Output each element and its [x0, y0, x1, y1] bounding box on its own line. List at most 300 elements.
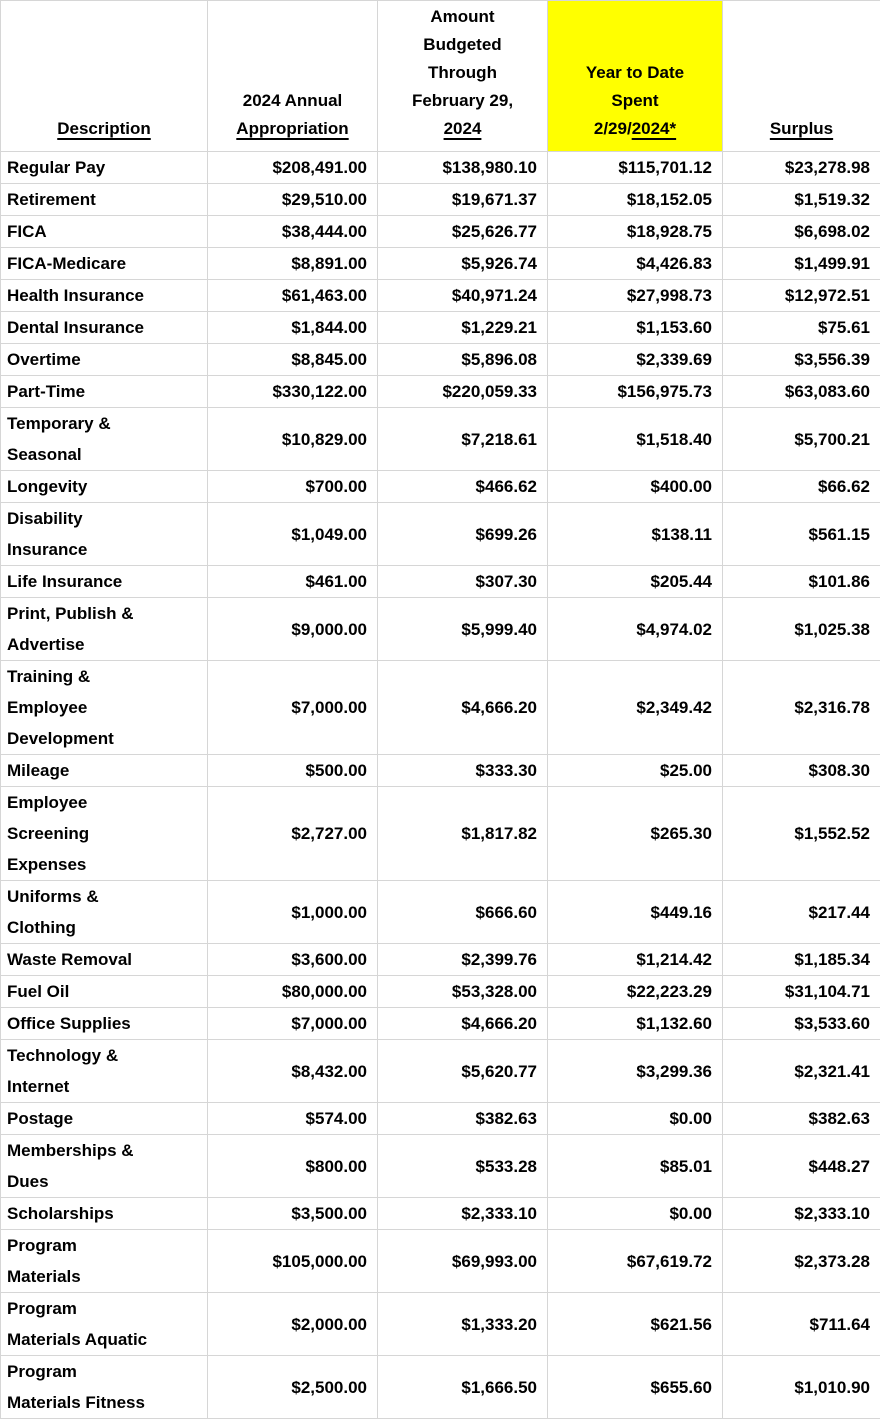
table-row [1, 184, 880, 216]
value-cell-ytd-spent [548, 787, 723, 881]
value-cell-surplus [723, 1135, 880, 1198]
value-cell-surplus [723, 1293, 880, 1356]
value-text: $10,829.00 [210, 424, 367, 455]
value-text: $38,444.00 [210, 216, 367, 247]
value-text: $3,299.36 [550, 1056, 712, 1087]
value-cell-surplus [723, 280, 880, 312]
table-row [1, 152, 880, 184]
value-text: $1,214.42 [550, 944, 712, 975]
value-text: $105,000.00 [210, 1246, 367, 1277]
value-cell-annual-appropriation [208, 1008, 378, 1040]
description-cell [1, 471, 208, 503]
value-text: $6,698.02 [725, 216, 870, 247]
description-line: Scholarships [7, 1198, 205, 1229]
value-text: $382.63 [725, 1103, 870, 1134]
table-row [1, 1198, 880, 1230]
value-text: $1,817.82 [380, 818, 537, 849]
value-text: $12,972.51 [725, 280, 870, 311]
table-row [1, 408, 880, 471]
value-cell-surplus [723, 1103, 880, 1135]
value-cell-surplus [723, 1356, 880, 1419]
value-cell-amount-budgeted [378, 376, 548, 408]
description-line: Health Insurance [7, 280, 205, 311]
header-line: Surplus [725, 115, 878, 143]
description-line: Materials Fitness [7, 1387, 205, 1418]
value-cell-surplus [723, 787, 880, 881]
value-text: $3,500.00 [210, 1198, 367, 1229]
value-text: $156,975.73 [550, 376, 712, 407]
value-cell-amount-budgeted [378, 1293, 548, 1356]
value-cell-ytd-spent [548, 1293, 723, 1356]
value-cell-annual-appropriation [208, 280, 378, 312]
value-cell-amount-budgeted [378, 976, 548, 1008]
table-row [1, 471, 880, 503]
value-cell-surplus [723, 471, 880, 503]
value-text: $63,083.60 [725, 376, 870, 407]
value-text: $220,059.33 [380, 376, 537, 407]
value-cell-ytd-spent [548, 598, 723, 661]
value-cell-ytd-spent [548, 503, 723, 566]
value-cell-annual-appropriation [208, 976, 378, 1008]
value-text: $1,333.20 [380, 1309, 537, 1340]
description-line: Insurance [7, 534, 205, 565]
value-text: $2,321.41 [725, 1056, 870, 1087]
description-line: Expenses [7, 849, 205, 880]
description-cell [1, 1008, 208, 1040]
value-text: $2,333.10 [380, 1198, 537, 1229]
value-cell-ytd-spent [548, 471, 723, 503]
description-line: Print, Publish & [7, 598, 205, 629]
table-row [1, 312, 880, 344]
value-text: $655.60 [550, 1372, 712, 1403]
table-row [1, 1103, 880, 1135]
value-cell-surplus [723, 184, 880, 216]
table-row [1, 376, 880, 408]
value-cell-annual-appropriation [208, 312, 378, 344]
description-line: Regular Pay [7, 152, 205, 183]
table-row [1, 881, 880, 944]
value-text: $19,671.37 [380, 184, 537, 215]
description-line: Dental Insurance [7, 312, 205, 343]
value-text: $25.00 [550, 755, 712, 786]
header-line: 2/29/2024* [550, 115, 720, 143]
description-line: Seasonal [7, 439, 205, 470]
description-cell [1, 944, 208, 976]
value-cell-ytd-spent [548, 661, 723, 755]
value-cell-amount-budgeted [378, 216, 548, 248]
value-cell-surplus [723, 598, 880, 661]
table-row [1, 1230, 880, 1293]
table-row [1, 661, 880, 755]
value-cell-surplus [723, 216, 880, 248]
value-text: $18,928.75 [550, 216, 712, 247]
value-text: $208,491.00 [210, 152, 367, 183]
header-line: 2024 [380, 115, 545, 143]
description-line: Fuel Oil [7, 976, 205, 1007]
value-cell-annual-appropriation [208, 503, 378, 566]
description-line: Mileage [7, 755, 205, 786]
value-cell-surplus [723, 152, 880, 184]
value-text: $621.56 [550, 1309, 712, 1340]
value-cell-annual-appropriation [208, 755, 378, 787]
value-cell-annual-appropriation [208, 1135, 378, 1198]
value-cell-surplus [723, 944, 880, 976]
value-text: $574.00 [210, 1103, 367, 1134]
value-text: $5,926.74 [380, 248, 537, 279]
value-text: $500.00 [210, 755, 367, 786]
value-text: $115,701.12 [550, 152, 712, 183]
value-text: $5,620.77 [380, 1056, 537, 1087]
description-line: Development [7, 723, 205, 754]
value-cell-surplus [723, 661, 880, 755]
value-text: $1,000.00 [210, 897, 367, 928]
value-text: $0.00 [550, 1198, 712, 1229]
description-line: Internet [7, 1071, 205, 1102]
value-cell-ytd-spent [548, 1103, 723, 1135]
description-line: Materials [7, 1261, 205, 1292]
description-cell [1, 152, 208, 184]
value-text: $1,519.32 [725, 184, 870, 215]
description-line: Waste Removal [7, 944, 205, 975]
value-cell-annual-appropriation [208, 408, 378, 471]
value-text: $4,426.83 [550, 248, 712, 279]
value-cell-amount-budgeted [378, 503, 548, 566]
table-row [1, 503, 880, 566]
value-text: $1,025.38 [725, 614, 870, 645]
header-line: Amount [380, 3, 545, 31]
value-cell-amount-budgeted [378, 344, 548, 376]
description-cell [1, 1103, 208, 1135]
table-row [1, 248, 880, 280]
description-line: FICA-Medicare [7, 248, 205, 279]
header-line: February 29, [380, 87, 545, 115]
table-row [1, 755, 880, 787]
value-cell-surplus [723, 566, 880, 598]
description-line: Longevity [7, 471, 205, 502]
table-row [1, 280, 880, 312]
table-row [1, 344, 880, 376]
value-text: $4,666.20 [380, 692, 537, 723]
description-cell [1, 566, 208, 598]
header-cell-ytd-spent [548, 1, 723, 152]
value-cell-amount-budgeted [378, 408, 548, 471]
value-cell-amount-budgeted [378, 661, 548, 755]
value-text: $699.26 [380, 519, 537, 550]
value-cell-annual-appropriation [208, 152, 378, 184]
value-cell-ytd-spent [548, 312, 723, 344]
value-text: $217.44 [725, 897, 870, 928]
description-cell [1, 1040, 208, 1103]
value-text: $61,463.00 [210, 280, 367, 311]
value-text: $138,980.10 [380, 152, 537, 183]
value-cell-annual-appropriation [208, 566, 378, 598]
value-text: $8,845.00 [210, 344, 367, 375]
table-row [1, 944, 880, 976]
value-cell-ytd-spent [548, 881, 723, 944]
value-cell-amount-budgeted [378, 881, 548, 944]
value-cell-annual-appropriation [208, 944, 378, 976]
value-text: $75.61 [725, 312, 870, 343]
value-text: $66.62 [725, 471, 870, 502]
header-line: Year to Date [550, 59, 720, 87]
value-text: $533.28 [380, 1151, 537, 1182]
value-text: $3,600.00 [210, 944, 367, 975]
value-cell-amount-budgeted [378, 566, 548, 598]
value-text: $1,153.60 [550, 312, 712, 343]
value-cell-amount-budgeted [378, 471, 548, 503]
table-header [1, 1, 880, 152]
value-cell-amount-budgeted [378, 184, 548, 216]
description-cell [1, 787, 208, 881]
header-line: Appropriation [210, 115, 375, 143]
value-cell-annual-appropriation [208, 1103, 378, 1135]
description-cell [1, 1293, 208, 1356]
description-cell [1, 881, 208, 944]
value-text: $53,328.00 [380, 976, 537, 1007]
value-cell-amount-budgeted [378, 1230, 548, 1293]
value-text: $1,499.91 [725, 248, 870, 279]
value-text: $40,971.24 [380, 280, 537, 311]
value-text: $18,152.05 [550, 184, 712, 215]
description-cell [1, 216, 208, 248]
value-text: $1,049.00 [210, 519, 367, 550]
value-cell-amount-budgeted [378, 1008, 548, 1040]
value-text: $2,727.00 [210, 818, 367, 849]
value-text: $1,844.00 [210, 312, 367, 343]
value-cell-surplus [723, 408, 880, 471]
value-cell-ytd-spent [548, 408, 723, 471]
value-cell-ytd-spent [548, 216, 723, 248]
value-text: $69,993.00 [380, 1246, 537, 1277]
header-line: Budgeted [380, 31, 545, 59]
value-cell-ytd-spent [548, 976, 723, 1008]
value-text: $5,896.08 [380, 344, 537, 375]
value-cell-ytd-spent [548, 344, 723, 376]
description-cell [1, 661, 208, 755]
description-line: Postage [7, 1103, 205, 1134]
value-cell-surplus [723, 1230, 880, 1293]
value-cell-ytd-spent [548, 755, 723, 787]
value-text: $29,510.00 [210, 184, 367, 215]
table-row [1, 1040, 880, 1103]
value-text: $1,229.21 [380, 312, 537, 343]
value-cell-ytd-spent [548, 1230, 723, 1293]
value-text: $80,000.00 [210, 976, 367, 1007]
header-row [1, 1, 880, 152]
value-text: $7,218.61 [380, 424, 537, 455]
description-line: Retirement [7, 184, 205, 215]
description-line: Overtime [7, 344, 205, 375]
description-line: Employee [7, 787, 205, 818]
table-row [1, 216, 880, 248]
header-cell-annual-appropriation [208, 1, 378, 152]
value-text: $85.01 [550, 1151, 712, 1182]
value-cell-annual-appropriation [208, 1230, 378, 1293]
value-cell-annual-appropriation [208, 787, 378, 881]
value-text: $2,500.00 [210, 1372, 367, 1403]
value-cell-annual-appropriation [208, 1040, 378, 1103]
value-cell-surplus [723, 1040, 880, 1103]
table-body [1, 152, 880, 1419]
description-line: Technology & [7, 1040, 205, 1071]
value-text: $449.16 [550, 897, 712, 928]
header-line: Through [380, 59, 545, 87]
header-cell-description [1, 1, 208, 152]
description-line: Uniforms & [7, 881, 205, 912]
value-text: $138.11 [550, 519, 712, 550]
value-text: $333.30 [380, 755, 537, 786]
description-line: Dues [7, 1166, 205, 1197]
description-line: Program [7, 1356, 205, 1387]
value-cell-annual-appropriation [208, 216, 378, 248]
description-cell [1, 1135, 208, 1198]
value-text: $461.00 [210, 566, 367, 597]
value-text: $2,373.28 [725, 1246, 870, 1277]
description-cell [1, 312, 208, 344]
value-cell-amount-budgeted [378, 280, 548, 312]
value-cell-ytd-spent [548, 248, 723, 280]
value-cell-ytd-spent [548, 1008, 723, 1040]
description-cell [1, 248, 208, 280]
description-line: Part-Time [7, 376, 205, 407]
value-cell-ytd-spent [548, 1356, 723, 1419]
value-text: $7,000.00 [210, 692, 367, 723]
value-cell-annual-appropriation [208, 881, 378, 944]
value-text: $31,104.71 [725, 976, 870, 1007]
value-cell-surplus [723, 881, 880, 944]
value-text: $23,278.98 [725, 152, 870, 183]
value-text: $382.63 [380, 1103, 537, 1134]
value-cell-amount-budgeted [378, 755, 548, 787]
value-cell-ytd-spent [548, 152, 723, 184]
value-text: $0.00 [550, 1103, 712, 1134]
description-cell [1, 503, 208, 566]
value-text: $308.30 [725, 755, 870, 786]
value-text: $265.30 [550, 818, 712, 849]
description-line: Memberships & [7, 1135, 205, 1166]
table-row [1, 1356, 880, 1419]
description-cell [1, 280, 208, 312]
table-row [1, 566, 880, 598]
value-cell-surplus [723, 976, 880, 1008]
value-cell-annual-appropriation [208, 344, 378, 376]
value-text: $800.00 [210, 1151, 367, 1182]
value-cell-ytd-spent [548, 566, 723, 598]
value-text: $4,974.02 [550, 614, 712, 645]
description-line: Disability [7, 503, 205, 534]
header-cell-surplus [723, 1, 880, 152]
description-line: Program [7, 1230, 205, 1261]
table-row [1, 1135, 880, 1198]
value-cell-surplus [723, 312, 880, 344]
header-cell-amount-budgeted [378, 1, 548, 152]
value-text: $5,999.40 [380, 614, 537, 645]
description-line: Materials Aquatic [7, 1324, 205, 1355]
description-line: Office Supplies [7, 1008, 205, 1039]
value-cell-ytd-spent [548, 944, 723, 976]
value-cell-annual-appropriation [208, 661, 378, 755]
description-cell [1, 408, 208, 471]
value-text: $9,000.00 [210, 614, 367, 645]
description-cell [1, 1198, 208, 1230]
description-line: Temporary & [7, 408, 205, 439]
value-cell-ytd-spent [548, 280, 723, 312]
value-text: $330,122.00 [210, 376, 367, 407]
value-cell-surplus [723, 1008, 880, 1040]
value-cell-annual-appropriation [208, 471, 378, 503]
table-row [1, 1293, 880, 1356]
value-cell-amount-budgeted [378, 787, 548, 881]
value-text: $2,333.10 [725, 1198, 870, 1229]
description-line: Employee [7, 692, 205, 723]
value-cell-amount-budgeted [378, 1198, 548, 1230]
value-cell-annual-appropriation [208, 598, 378, 661]
value-cell-annual-appropriation [208, 184, 378, 216]
table-row [1, 1008, 880, 1040]
value-text: $8,891.00 [210, 248, 367, 279]
value-cell-amount-budgeted [378, 152, 548, 184]
value-text: $2,000.00 [210, 1309, 367, 1340]
value-text: $448.27 [725, 1151, 870, 1182]
value-text: $307.30 [380, 566, 537, 597]
description-cell [1, 598, 208, 661]
value-text: $5,700.21 [725, 424, 870, 455]
description-cell [1, 184, 208, 216]
description-cell [1, 1230, 208, 1293]
value-cell-amount-budgeted [378, 1135, 548, 1198]
description-line: Life Insurance [7, 566, 205, 597]
value-text: $27,998.73 [550, 280, 712, 311]
description-cell [1, 1356, 208, 1419]
description-line: Clothing [7, 912, 205, 943]
header-line: 2024 Annual [210, 87, 375, 115]
value-text: $711.64 [725, 1309, 870, 1340]
value-cell-annual-appropriation [208, 248, 378, 280]
value-cell-amount-budgeted [378, 312, 548, 344]
header-line: Spent [550, 87, 720, 115]
value-text: $67,619.72 [550, 1246, 712, 1277]
value-cell-annual-appropriation [208, 1356, 378, 1419]
value-cell-amount-budgeted [378, 598, 548, 661]
value-cell-amount-budgeted [378, 1040, 548, 1103]
value-text: $1,010.90 [725, 1372, 870, 1403]
value-cell-annual-appropriation [208, 1293, 378, 1356]
value-text: $22,223.29 [550, 976, 712, 1007]
value-text: $700.00 [210, 471, 367, 502]
value-text: $1,132.60 [550, 1008, 712, 1039]
value-cell-surplus [723, 248, 880, 280]
value-cell-surplus [723, 1198, 880, 1230]
value-text: $2,399.76 [380, 944, 537, 975]
value-text: $2,339.69 [550, 344, 712, 375]
value-text: $1,518.40 [550, 424, 712, 455]
table-row [1, 598, 880, 661]
table-row [1, 976, 880, 1008]
description-line: Screening [7, 818, 205, 849]
value-text: $4,666.20 [380, 1008, 537, 1039]
value-cell-surplus [723, 376, 880, 408]
value-cell-annual-appropriation [208, 376, 378, 408]
value-cell-surplus [723, 344, 880, 376]
value-text: $7,000.00 [210, 1008, 367, 1039]
description-line: Advertise [7, 629, 205, 660]
value-cell-ytd-spent [548, 1198, 723, 1230]
value-text: $2,316.78 [725, 692, 870, 723]
value-text: $1,552.52 [725, 818, 870, 849]
description-cell [1, 344, 208, 376]
value-text: $561.15 [725, 519, 870, 550]
value-cell-amount-budgeted [378, 944, 548, 976]
